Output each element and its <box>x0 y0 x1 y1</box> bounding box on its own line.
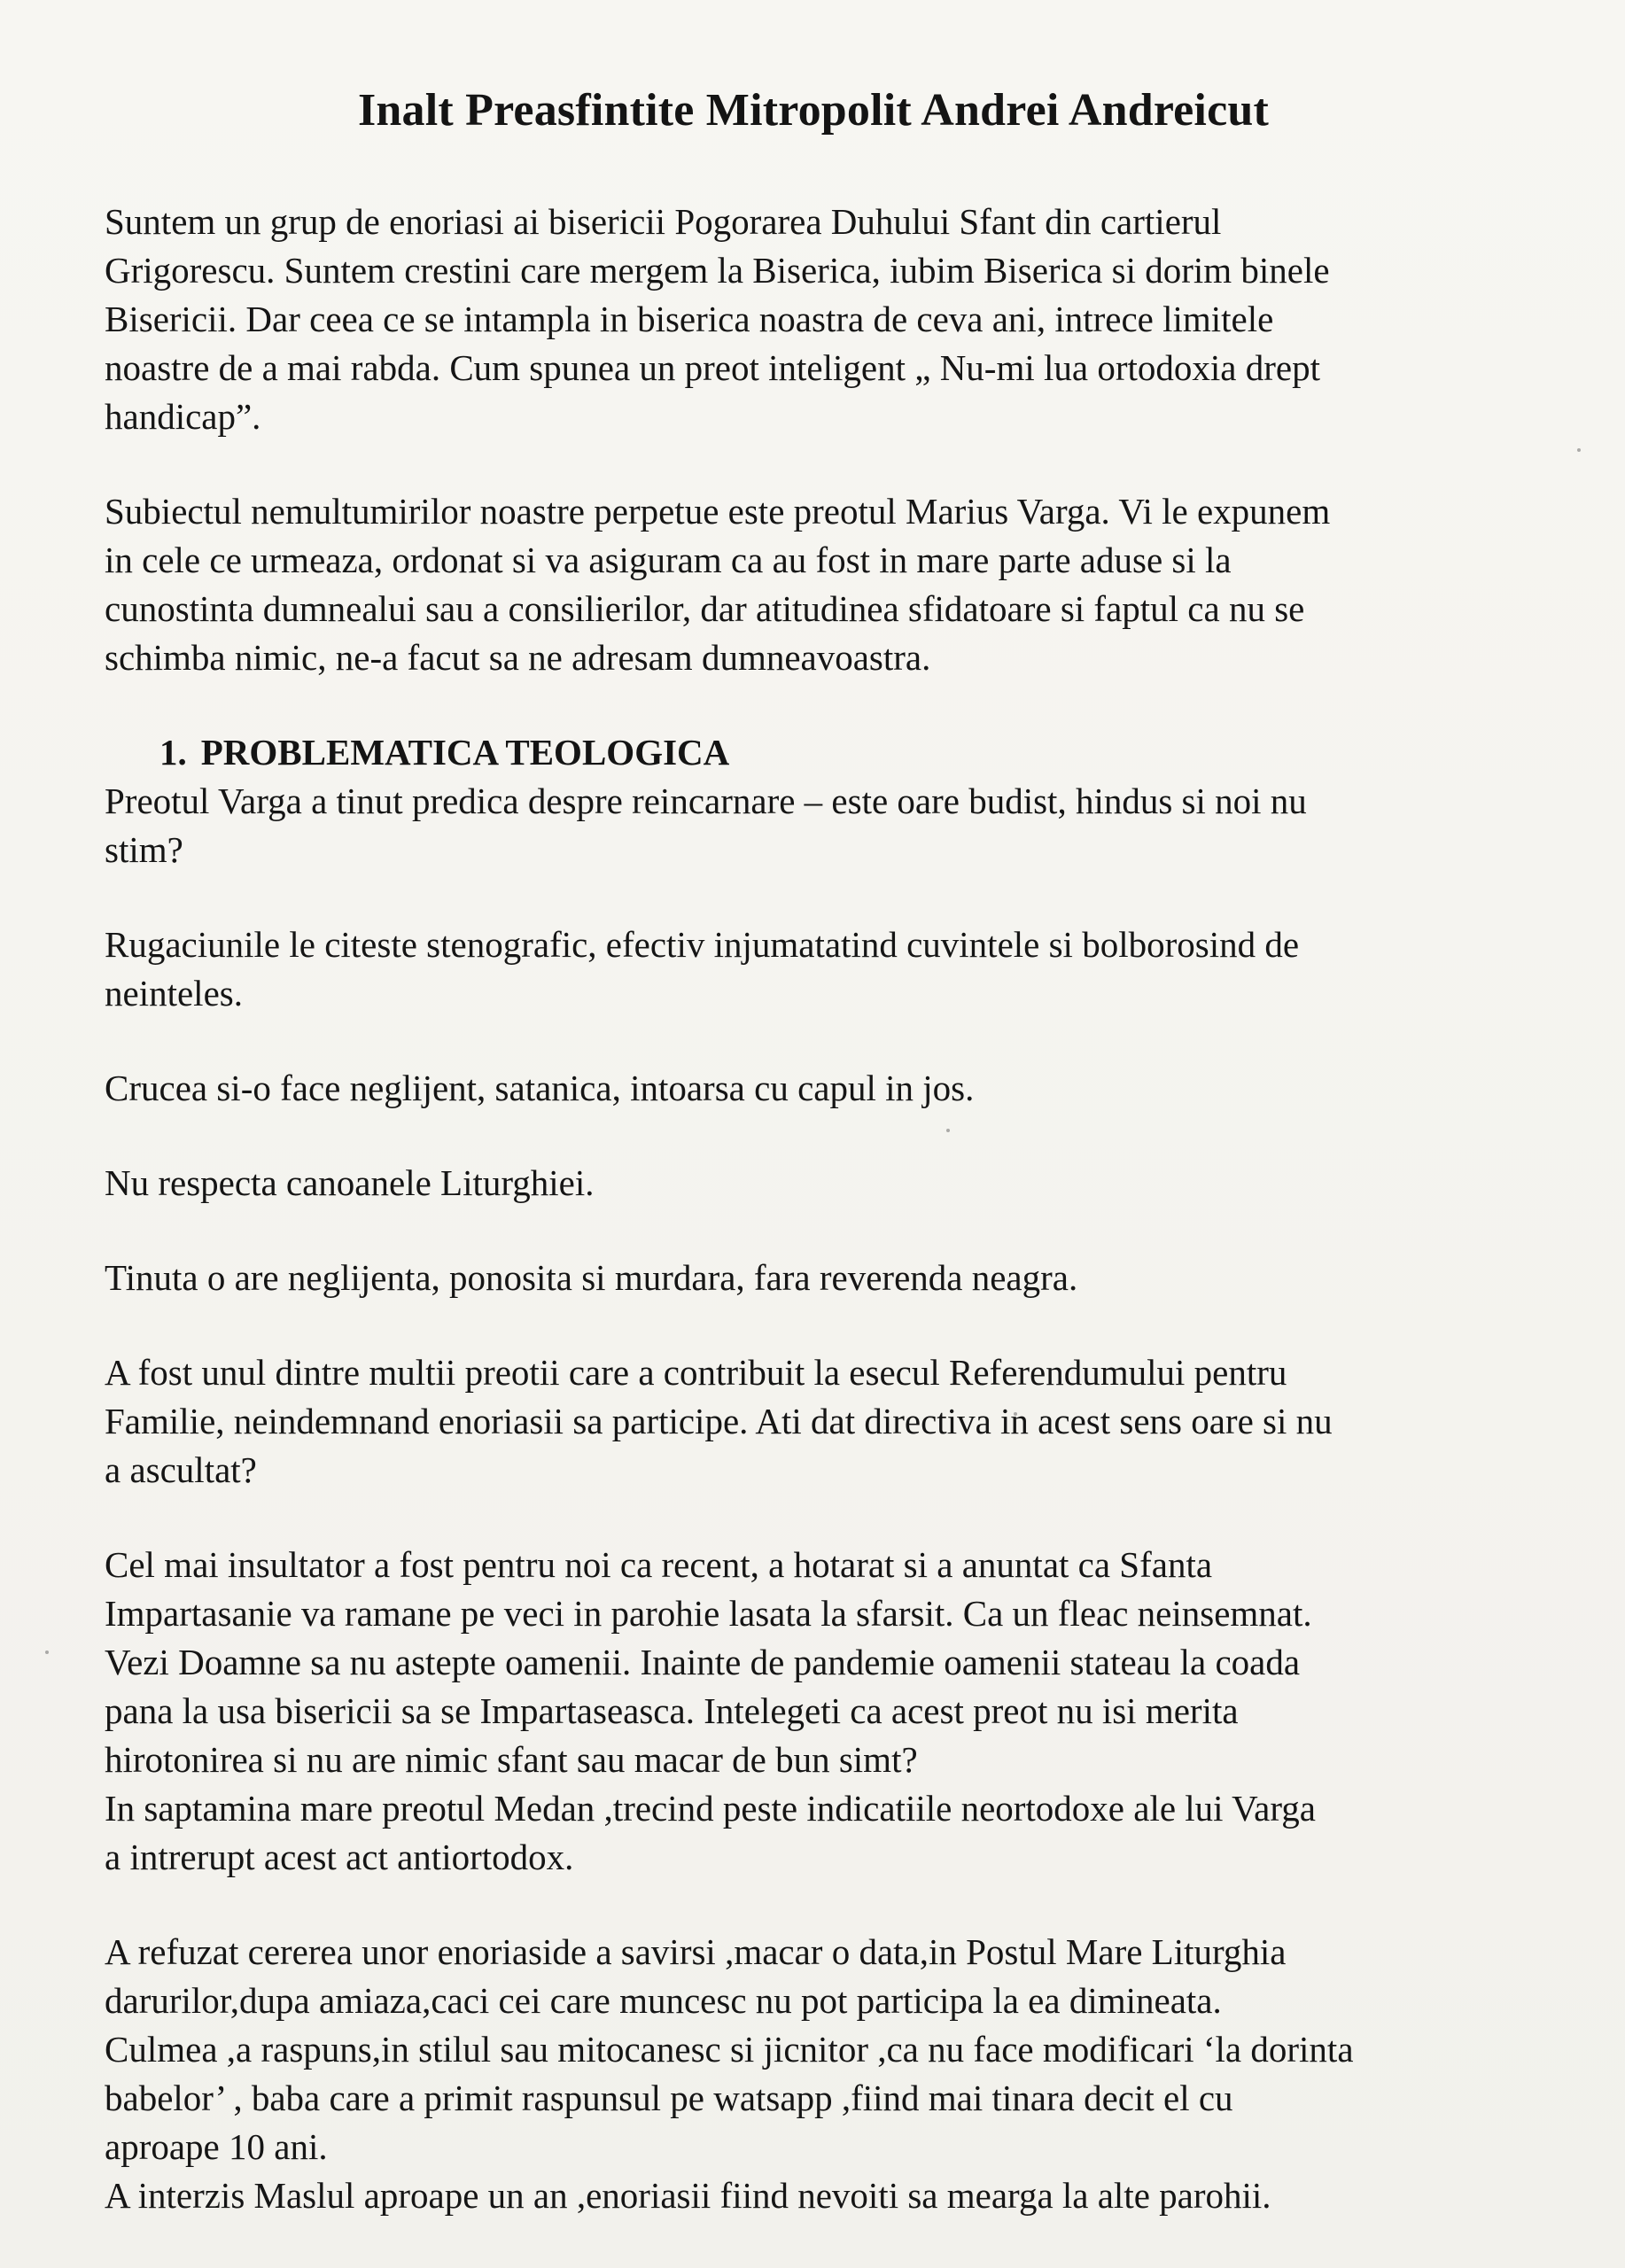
paragraph-line: hirotonirea si nu are nimic sfant sau macar de bun simt? <box>105 1739 918 1781</box>
paragraph-line: A interzis Maslul aproape un an ,enoriasii fiind nevoiti sa mearga la alte parohii. <box>105 2175 1271 2217</box>
intro-paragraph-2 <box>105 487 1522 682</box>
section-paragraph-2 <box>105 920 1522 1018</box>
paragraph-line: cunostinta dumnealui sau a consilierilor, dar atitudinea sfidatoare si faptul ca nu se <box>105 588 1305 630</box>
paragraph-line: Nu respecta canoanele Liturghiei. <box>105 1162 595 1204</box>
document-title: Inalt Preasfintite Mitropolit Andrei Andreicut <box>358 85 1269 136</box>
paragraph-line: babelor’ , baba care a primit raspunsul pe watsapp ,fiind mai tinara decit el cu <box>105 2078 1233 2119</box>
paragraph-line: In saptamina mare preotul Medan ,trecind peste indicatiile neortodoxe ale lui Varga <box>105 1788 1316 1829</box>
paragraph-line: Vezi Doamne sa nu astepte oamenii. Inainte de pandemie oamenii stateau la coada <box>105 1642 1301 1683</box>
paragraph-line: Preotul Varga a tinut predica despre reincarnare – este oare budist, hindus si noi nu <box>105 781 1307 822</box>
paragraph-line: pana la usa bisericii sa se Impartaseasca. Intelegeti ca acest preot nu isi merita <box>105 1690 1239 1732</box>
paragraph-line: aproape 10 ani. <box>105 2126 328 2168</box>
intro-paragraph-1 <box>105 198 1522 441</box>
section-paragraph-5 <box>105 1254 1522 1302</box>
section-heading <box>105 728 1522 777</box>
section-title: PROBLEMATICA TEOLOGICA <box>200 732 730 773</box>
paragraph-line: in cele ce urmeaza, ordonat si va asiguram ca au fost in mare parte aduse si la <box>105 540 1232 581</box>
section-number: 1. <box>159 732 187 773</box>
paragraph-line: schimba nimic, ne-a facut sa ne adresam dumneavoastra. <box>105 637 931 679</box>
document-content <box>105 85 1522 2220</box>
paragraph-line: Tinuta o are neglijenta, ponosita si murdara, fara reverenda neagra. <box>105 1257 1078 1299</box>
scan-speck <box>1577 448 1581 452</box>
paragraph-line: stim? <box>105 829 183 871</box>
paragraph-line: Grigorescu. Suntem crestini care mergem la Biserica, iubim Biserica si dorim binele <box>105 250 1330 291</box>
paragraph-line: Impartasanie va ramane pe veci in parohie lasata la sfarsit. Ca un fleac neinsemnat. <box>105 1593 1312 1635</box>
paragraph-line: Suntem un grup de enoriasi ai bisericii Pogorarea Duhului Sfant din cartierul <box>105 201 1222 243</box>
paragraph-line: Subiectul nemultumirilor noastre perpetue este preotul Marius Varga. Vi le expunem <box>105 491 1331 532</box>
paragraph-line: Bisericii. Dar ceea ce se intampla in biserica noastra de ceva ani, intrece limitele <box>105 299 1274 340</box>
scan-speck <box>946 1129 950 1132</box>
paragraph-line: darurilor,dupa amiaza,caci cei care muncesc nu pot participa la ea dimineata. <box>105 1980 1222 2022</box>
paragraph-line: Familie, neindemnand enoriasii sa participe. Ati dat directiva in acest sens oare si nu <box>105 1401 1333 1442</box>
paragraph-line: a intrerupt acest act antiortodox. <box>105 1837 574 1878</box>
paragraph-line: neinteles. <box>105 973 243 1014</box>
paragraph-line: a ascultat? <box>105 1449 257 1491</box>
paragraph-line: Cel mai insultator a fost pentru noi ca recent, a hotarat si a anuntat ca Sfanta <box>105 1544 1213 1586</box>
paragraph-line: Crucea si-o face neglijent, satanica, intoarsa cu capul in jos. <box>105 1068 975 1109</box>
paragraph-line: A refuzat cererea unor enoriaside a savirsi ,macar o data,in Postul Mare Liturghia <box>105 1931 1287 1973</box>
paragraph-line: noastre de a mai rabda. Cum spunea un preot inteligent „ Nu-mi lua ortodoxia drept <box>105 347 1320 389</box>
section-paragraph-4 <box>105 1159 1522 1208</box>
section-paragraph-1 <box>105 777 1522 874</box>
section-paragraph-6 <box>105 1348 1522 1495</box>
section-paragraph-3 <box>105 1064 1522 1113</box>
paragraph-line: handicap”. <box>105 396 261 438</box>
paragraph-line: Rugaciunile le citeste stenografic, efectiv injumatatind cuvintele si bolborosind de <box>105 924 1300 966</box>
scan-speck <box>1014 1412 1017 1416</box>
section-paragraph-7 <box>105 1541 1522 1882</box>
paragraph-line: A fost unul dintre multii preotii care a contribuit la esecul Referendumului pentru <box>105 1352 1287 1394</box>
paragraph-line: Culmea ,a raspuns,in stilul sau mitocanesc si jicnitor ,ca nu face modificari ‘la dorinta <box>105 2029 1354 2070</box>
scan-speck <box>45 1651 49 1654</box>
section-paragraph-8 <box>105 1928 1522 2220</box>
